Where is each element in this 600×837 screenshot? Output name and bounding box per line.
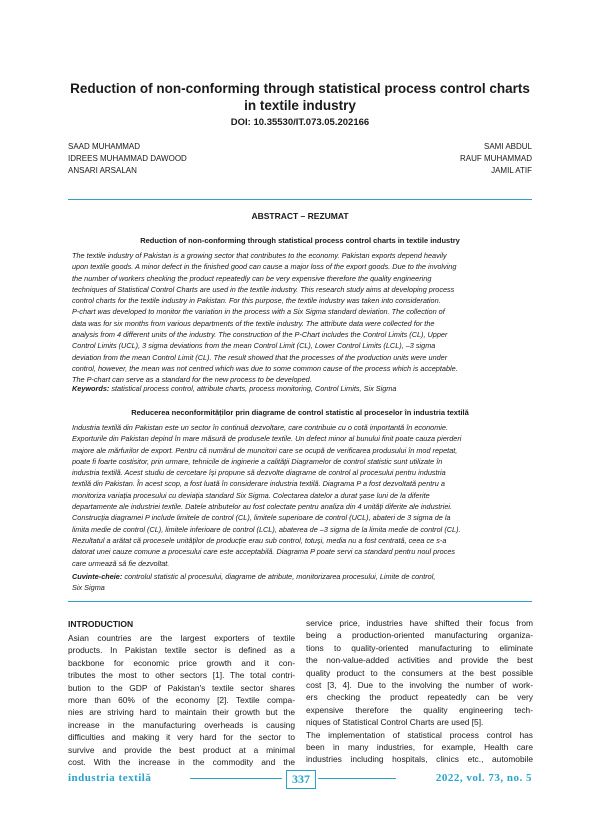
authors-right [460, 141, 532, 177]
body-line: tions to quality-oriented manufacturing to eliminate [306, 642, 533, 653]
body-line: niques of Statistical Control Charts are used [5]. [306, 717, 484, 728]
body-line: tributes the most to other sectors [1]. The total contri- [68, 670, 295, 681]
abstract-line: analysis from 4 different units of the industry. The construction of the P-Chart includes the Control Limits (CL), Upper [72, 330, 448, 340]
keywords-text: controlul statistic al procesului, diagrame de atribute, monitorizarea procesului, Limite de control, [124, 572, 436, 581]
abstract-line: P-chart was developed to monitor the variation in the process with a Six Sigma standard deviation. The collection of [72, 307, 445, 317]
abstract-line: upon textile goods. A minor defect in the finished good can cause a major loss of the export goods. Due to the involving [72, 262, 457, 272]
abstract-line: majore ale mărfurilor de export. Pentru că numărul de muncitori care se ocupă de verificarea produsului în mod repetat, [72, 445, 458, 455]
abstract-line: care urmează să fie dezvoltat. [72, 558, 170, 568]
abstract-line: techniques of Statistical Control Charts are used in the textile industry. This research study aims at developing process [72, 284, 455, 294]
abstract-heading: ABSTRACT – REZUMAT [251, 211, 349, 221]
divider-top [68, 199, 532, 200]
body-line: quality product to the consumers at the best possible [306, 667, 533, 678]
abstract-line: deviation from the mean Control Limit (CL). The result showed that the processes of the production units were under [72, 352, 448, 362]
body-line: The implementation of statistical process control has [306, 729, 533, 740]
body-line: increase in the manufacturing overheads is causing [68, 719, 295, 730]
article-title-line2: in textile industry [244, 98, 356, 113]
abstract-line: control charts for the textile industry in Pakistan. For this purpose, the textile industry was taken into consideration. [72, 296, 441, 306]
abstract-en-text [72, 250, 528, 386]
abstract-line: The textile industry of Pakistan is a growing sector that contributes to the economy. Pakistan exports depend heavily [72, 251, 447, 260]
body-line: expensive therefore the quality engineering tech- [306, 704, 533, 715]
author: SAAD MUHAMMAD [68, 142, 141, 151]
section-heading-introduction: INTRODUCTION [68, 619, 134, 629]
body-line: bution to the GDP of Pakistan's textile sector shares [68, 682, 295, 693]
abstract-ro-text [72, 422, 528, 569]
footer-rule-right [318, 778, 396, 779]
abstract-line: departamente ale industriei textile. Datele atributelor au fost colectate pentru analiza din 4 unități diferite ale industriei. [72, 502, 453, 512]
keywords-en [72, 383, 528, 394]
abstract-line: control, however, the mean was not centred which was due to some common cause of the process which is acceptable. [72, 363, 458, 373]
abstract-line: Exporturile din Pakistan depind în mare măsură de produsele textile. Un defect minor al bunului finit poate cauza pierderi [72, 434, 462, 444]
journal-volume: 2022, vol. 73, no. 5 [435, 772, 532, 784]
authors-left [68, 141, 187, 177]
abstract-line: monitoriza variația procesului cu deviația standard Six Sigma. Colectarea datelor a durat șase luni de la diferite [72, 490, 430, 500]
keywords-label: Cuvinte-cheie: [72, 572, 123, 581]
author: IDREES MUHAMMAD DAWOOD [68, 154, 187, 163]
page-number: 337 [286, 770, 316, 789]
abstract-line: Construcția diagramei P include limitele de control (CL), limitele superioare de control (UCL), abateri de 3 sigma de la [72, 513, 451, 523]
body-line: cost. With the increase in the commodity and the [68, 757, 295, 768]
body-line: the non-value-added activities and provide the best [306, 655, 533, 666]
abstract-line: textilă din Pakistan. În acest scop, a fost luată în considerare industria textilă. Diagrama P a fost dezvoltată pentru a [72, 479, 445, 489]
author: JAMIL ATIF [491, 166, 532, 175]
divider-mid [68, 601, 532, 602]
body-line: products. In Pakistan textile sector is defined as a [68, 645, 295, 656]
footer-rule-left [190, 778, 282, 779]
doi[interactable]: DOI: 10.35530/IT.073.05.202166 [230, 117, 370, 128]
abstract-ro-title: Reducerea neconformităților prin diagrame de control statistic al proceselor în industria textilă [131, 408, 469, 417]
body-line: survive and provide the best product at a minimal [68, 744, 295, 755]
body-line: more than 60% of the economy [2]. Textile compa- [68, 695, 295, 706]
body-line: backbone for economic price growth and it con- [68, 657, 295, 668]
keywords-label: Keywords: [72, 384, 110, 393]
article-title-line1: Reduction of non-conforming through statistical process control charts [70, 81, 530, 96]
body-line: being a production-oriented manufacturing organiza- [306, 630, 533, 641]
body-column-left [68, 632, 295, 768]
abstract-line: data was for six months from various departments of the textile industry. The attribute data were collected for the [72, 318, 435, 328]
body-line: been in many industries, for example, Health care [306, 742, 533, 753]
body-line: service price, industries have shifted their focus from [306, 618, 533, 628]
abstract-line: poate fi foarte costisitor, prin urmare, tehnicile de inginerie a calității Diagramelor de control statistic sunt utilizate în [72, 456, 443, 466]
keywords-text: Six Sigma [72, 583, 105, 592]
author: RAUF MUHAMMAD [460, 154, 532, 163]
body-line: ers checking the product repeatedly can be very [306, 692, 533, 703]
keywords-text: statistical process control, attribute charts, process monitoring, Control Limits, Six Sigma [111, 384, 397, 393]
abstract-line: Rezultatul a arătat că procesele unităților de producție erau sub control, totuși, media nu a fost centrată, ceea ce s-a [72, 535, 447, 545]
article-title [60, 80, 540, 114]
abstract-line: limita medie de control (CL), limitele inferioare de control (LCL), abaterea de –3 sigma de la limita medie de control (CL). [72, 524, 461, 534]
abstract-line: The P-chart can serve as a standard for the new process to be developed. [72, 375, 312, 385]
body-column-right [306, 617, 533, 766]
body-line: Asian countries are the largest exporters of textile [68, 633, 295, 643]
body-line: cost [3, 4]. Due to the involving the number of work- [306, 680, 533, 691]
body-line: nies are striving hard to maintain their growth but the [68, 707, 295, 718]
abstract-line: datorat unei cauze comune a procesului care este acceptabilă. Diagrama P poate servi ca standard pentru noul proces [72, 547, 456, 557]
body-line: industries including hospitals, clinics etc., automobile [306, 754, 533, 765]
abstract-line: industria textilă. Acest studiu de cercetare își propune să dezvolte diagrame de control al procesului pentru industria [72, 468, 446, 478]
keywords-ro [72, 571, 528, 593]
body-line: difficulties and making it very hard for the sector to [68, 732, 295, 743]
abstract-line: the number of workers checking the product repeatedly can be very expensive therefore the quality engineering [72, 273, 432, 283]
abstract-line: Industria textilă din Pakistan este un sector în continuă dezvoltare, care contribuie cu o cotă importantă în economie. [72, 423, 448, 432]
author: SAMI ABDUL [483, 142, 532, 151]
author: ANSARI ARSALAN [68, 166, 137, 175]
abstract-en-title: Reduction of non-conforming through statistical process control charts in textile industry [140, 236, 460, 245]
journal-name: industria textilă [68, 772, 152, 784]
abstract-line: Control Limits (UCL), 3 sigma deviations from the mean Control Limit (CL), Lower Control Limits (LCL), –3 sigma [72, 341, 436, 351]
